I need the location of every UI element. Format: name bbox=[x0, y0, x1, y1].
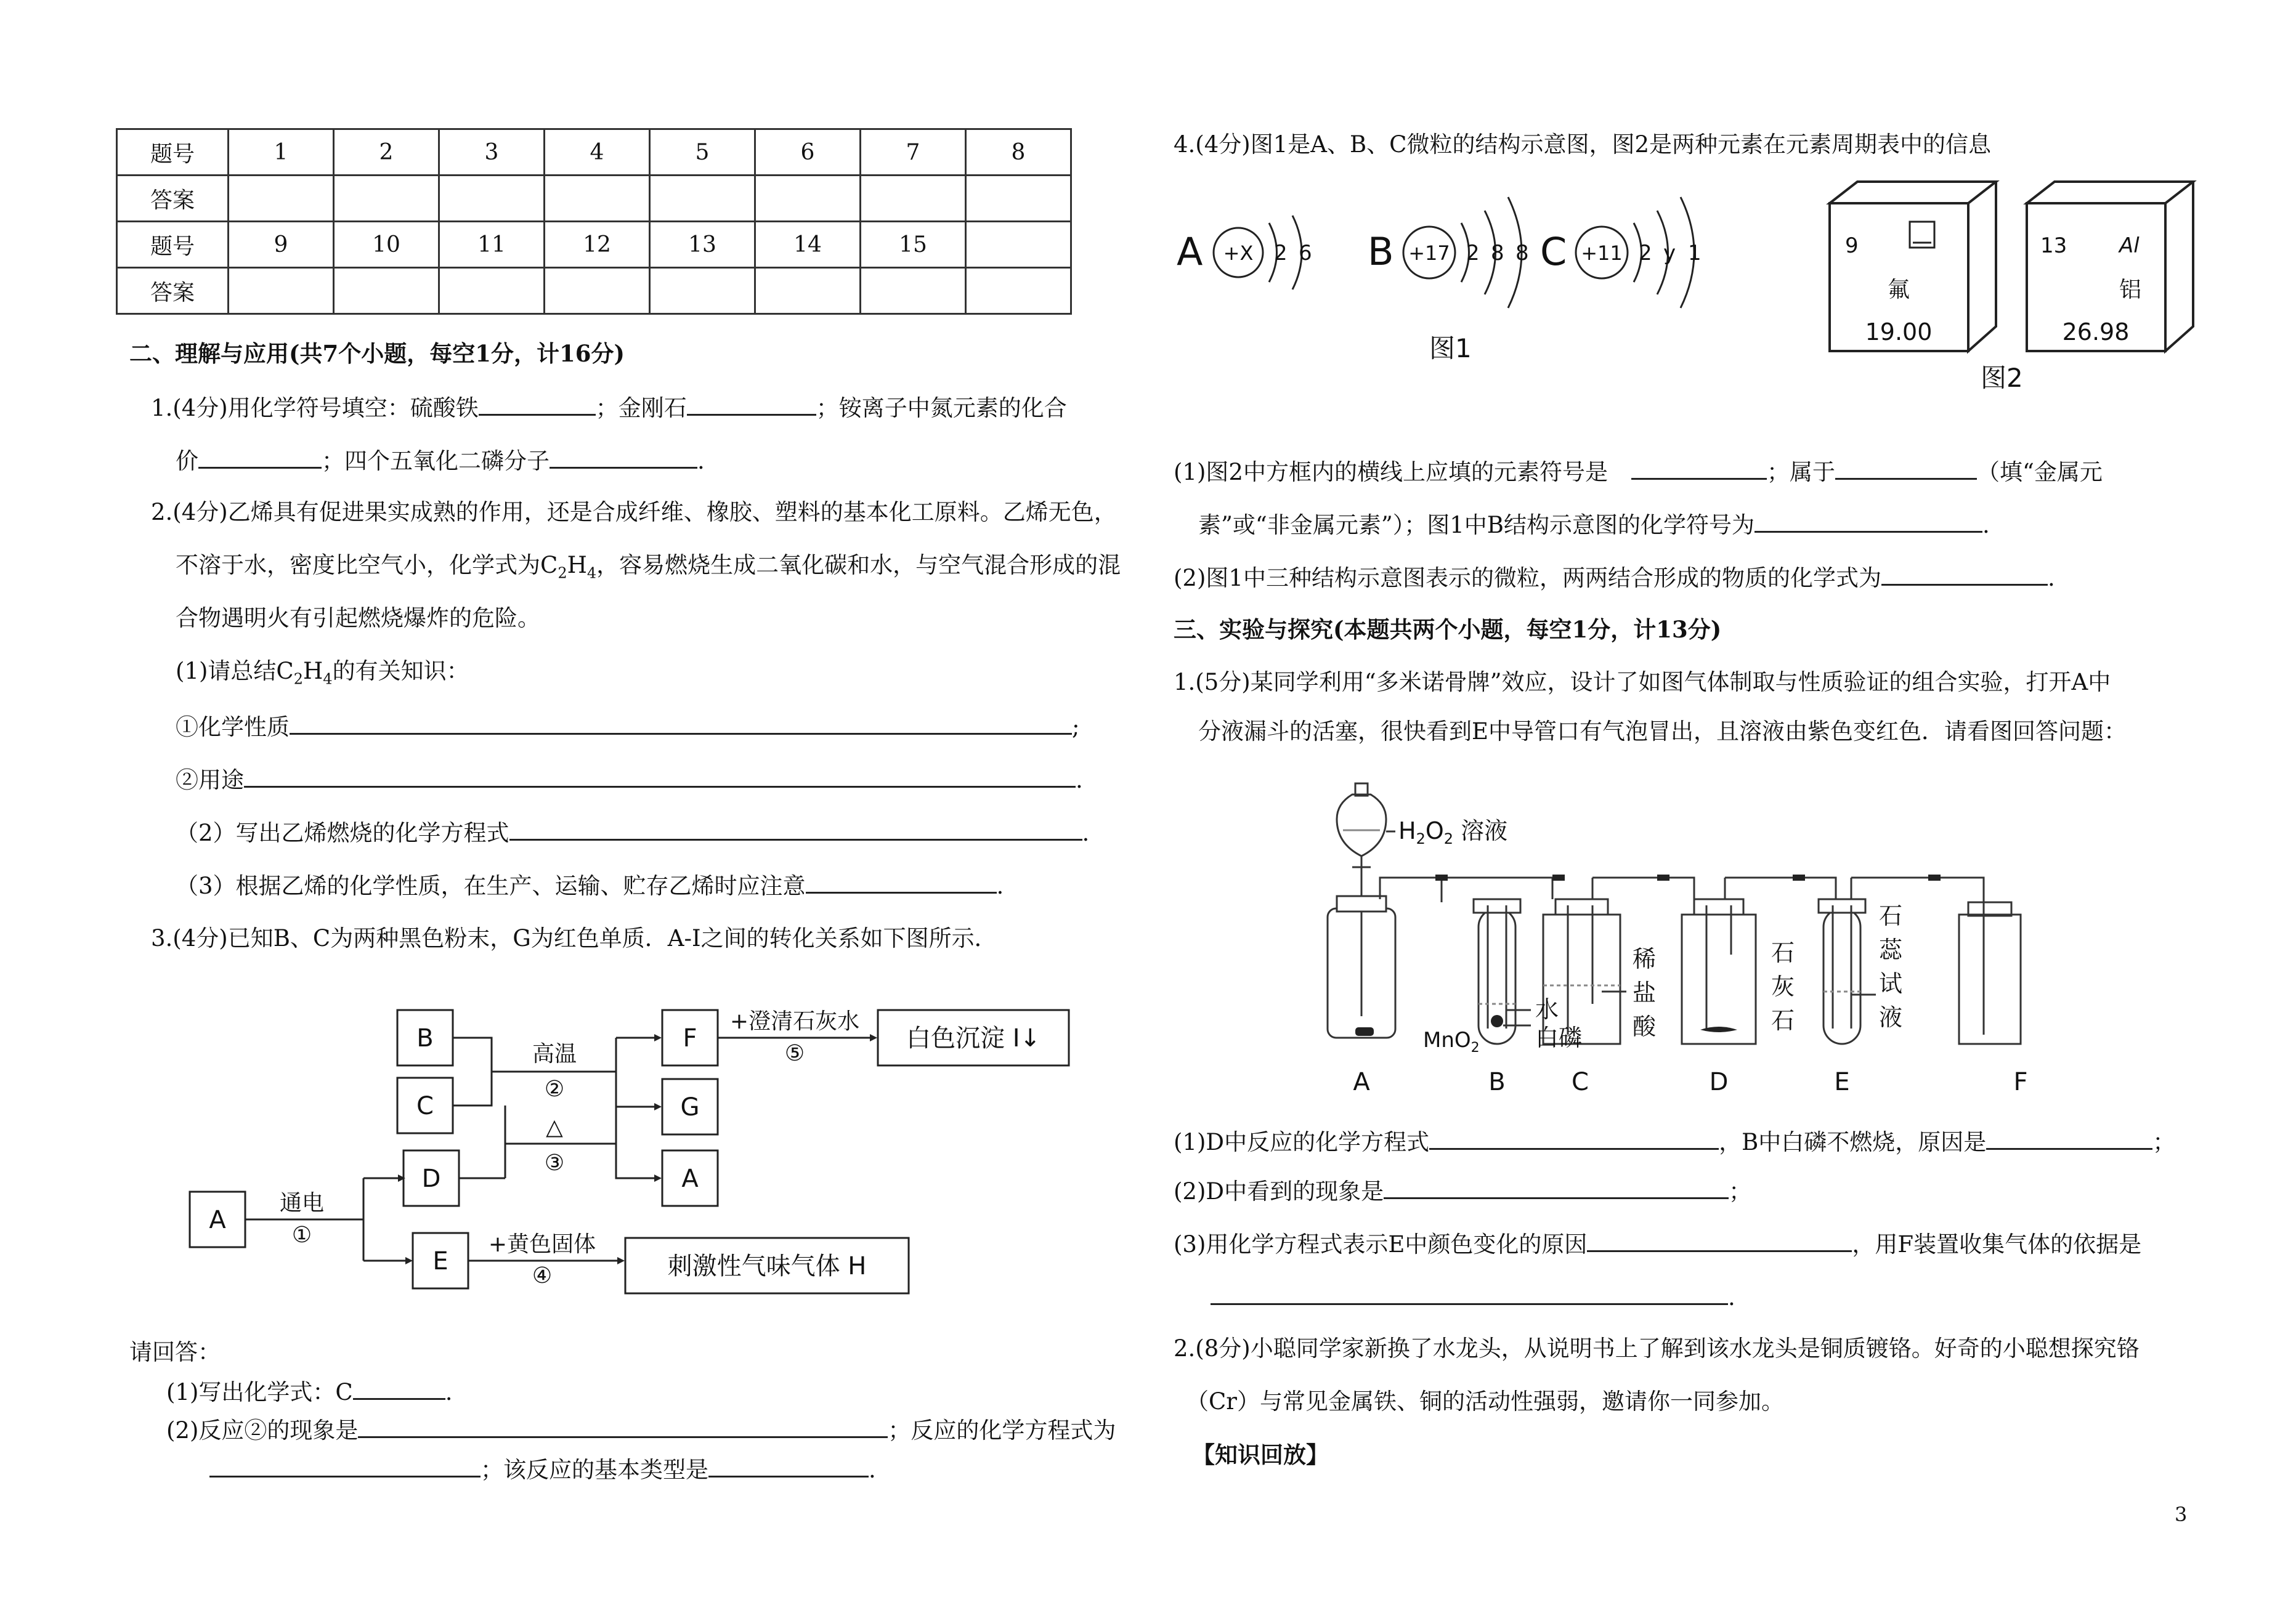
q2-2-chem-property: ①化学性质 ; bbox=[176, 712, 1079, 741]
q3-1-line2: 分液漏斗的活塞，很快看到E中导管口有气泡冒出，且溶液由紫色变红色．请看图回答问题： bbox=[1198, 718, 2127, 745]
q2-2-sub1: (1)请总结$C_2H_4$的有关知识： bbox=[176, 658, 469, 688]
table-row bbox=[117, 268, 1071, 314]
answer-cell[interactable] bbox=[439, 268, 545, 314]
q2-3-ask: 请回答： bbox=[129, 1339, 221, 1365]
q2-4-sub2: (2)图1中三种结构示意图表示的微粒，两两结合形成的物质的化学式为 . bbox=[1174, 563, 2055, 592]
label-high-temp: 高温 bbox=[532, 1041, 577, 1067]
answer-blank[interactable] bbox=[1211, 1282, 1728, 1305]
q3-1-sub1: (1)D中反应的化学方程式 ，B中白磷不燃烧，原因是 ； bbox=[1174, 1127, 2175, 1156]
q2-1-line1: 1.(4分)用化学符号填空：硫酸铁 ；金刚石 ；铵离子中氮元素的化合 bbox=[151, 393, 1067, 422]
answer-blank[interactable] bbox=[1587, 1229, 1852, 1252]
atom-a-shell-2: 6 bbox=[1299, 241, 1312, 265]
answer-cell[interactable] bbox=[229, 268, 334, 314]
table-cell: 13 bbox=[650, 222, 755, 268]
section-2-title: 二、理解与应用(共7个小题，每空1分，计16分) bbox=[129, 340, 625, 367]
table-cell: 答案 bbox=[117, 268, 229, 314]
label-reaction-1: ① bbox=[291, 1223, 312, 1248]
separatory-funnel bbox=[1337, 794, 1386, 856]
table-cell: 6 bbox=[755, 129, 861, 176]
answer-cell[interactable] bbox=[966, 268, 1071, 314]
label-h2o2-solution: $H_2O_2$ 溶液 bbox=[1398, 817, 1508, 847]
label-litmus-3: 试 bbox=[1879, 970, 1903, 997]
table-cell: 11 bbox=[439, 222, 545, 268]
answer-cell[interactable] bbox=[334, 268, 439, 314]
answer-blank[interactable] bbox=[209, 1455, 481, 1477]
q2-2-sub2: （2）写出乙烯燃烧的化学方程式 . bbox=[176, 818, 1089, 847]
label-litmus-4: 液 bbox=[1879, 1004, 1903, 1031]
atom-c-shell-3: 1 bbox=[1688, 241, 1702, 265]
answer-blank[interactable] bbox=[198, 446, 322, 469]
figure-2-caption: 图2 bbox=[1981, 363, 2023, 393]
answer-blank[interactable] bbox=[1384, 1176, 1729, 1199]
label-acid-1: 稀 bbox=[1633, 945, 1657, 972]
atom-b-nucleus: +17 bbox=[1408, 241, 1450, 265]
table-cell: 1 bbox=[229, 129, 334, 176]
label-litmus-1: 石 bbox=[1879, 902, 1903, 929]
q3-1-sub2: (2)D中看到的现象是 ； bbox=[1174, 1176, 1751, 1205]
label-limewater: +澄清石灰水 bbox=[729, 1009, 860, 1034]
atom-b-shell-2: 8 bbox=[1491, 241, 1504, 265]
label-white-phosphorus: 白磷 bbox=[1535, 1024, 1583, 1051]
element-1-mass: 19.00 bbox=[1865, 318, 1933, 346]
q3-1-sub3-line2: . bbox=[1211, 1282, 1735, 1311]
table-cell: 题号 bbox=[117, 129, 229, 176]
section-3-title: 三、实验与探究(本题共两个小题，每空1分，计13分) bbox=[1174, 616, 1722, 643]
label-reaction-2: ② bbox=[544, 1077, 565, 1102]
answer-cell[interactable] bbox=[439, 176, 545, 222]
answer-cell[interactable] bbox=[861, 268, 966, 314]
q3-1-line1: 1.(5分)某同学利用“多米诺骨牌”效应，设计了如图气体制取与性质验证的组合实验，打开A中 bbox=[1174, 669, 2111, 695]
q2-2-use: ②用途 . bbox=[176, 765, 1083, 794]
answer-cell[interactable] bbox=[861, 176, 966, 222]
answer-blank[interactable] bbox=[1835, 457, 1977, 480]
element-2-symbol: Al bbox=[2119, 233, 2140, 258]
table-row bbox=[117, 222, 1071, 268]
figure-1-caption: 图1 bbox=[1429, 333, 1472, 363]
gas-experiment-apparatus bbox=[1294, 782, 2132, 1102]
table-cell: 3 bbox=[439, 129, 545, 176]
element-2-name: 铝 bbox=[2119, 277, 2142, 302]
answer-blank[interactable] bbox=[244, 765, 1076, 788]
answer-blank[interactable] bbox=[353, 1377, 445, 1400]
q3-1-sub3: (3)用化学方程式表示E中颜色变化的原因 ，用F装置收集气体的依据是 bbox=[1174, 1229, 2141, 1258]
answer-blank[interactable] bbox=[509, 818, 1082, 841]
table-cell: 14 bbox=[755, 222, 861, 268]
label-limestone-3: 石 bbox=[1771, 1007, 1795, 1034]
node-g: G bbox=[680, 1093, 700, 1122]
answer-blank[interactable] bbox=[1429, 1127, 1719, 1150]
node-a2: A bbox=[681, 1165, 699, 1193]
atom-a-nucleus: +X bbox=[1223, 241, 1254, 265]
answer-table bbox=[116, 128, 1072, 315]
q3-2-line1: 2.(8分)小聪同学家新换了水龙头，从说明书上了解到该水龙头是铜质镀铬。好奇的小聪想探究铬 bbox=[1174, 1335, 2140, 1362]
table-cell: 12 bbox=[545, 222, 650, 268]
q2-3-sub1: (1)写出化学式：C . bbox=[166, 1377, 453, 1406]
label-heat: △ bbox=[546, 1115, 563, 1140]
element-2-mass: 26.98 bbox=[2062, 318, 2130, 346]
q2-2-sub3: （3）根据乙烯的化学性质，在生产、运输、贮存乙烯时应注意 . bbox=[176, 871, 1004, 900]
answer-blank[interactable] bbox=[806, 871, 997, 894]
periodic-table-figure bbox=[1817, 166, 2218, 400]
q3-2-knowledge-review: 【知识回放】 bbox=[1192, 1441, 1329, 1468]
answer-blank[interactable] bbox=[687, 393, 816, 416]
apparatus-label-a: A bbox=[1353, 1068, 1370, 1096]
element-1-number: 9 bbox=[1845, 233, 1859, 258]
table-cell: 8 bbox=[966, 129, 1071, 176]
table-cell bbox=[966, 222, 1071, 268]
page-number: 3 bbox=[2175, 1503, 2188, 1526]
bottle-f bbox=[1959, 915, 2021, 1044]
answer-cell[interactable] bbox=[755, 176, 861, 222]
answer-cell[interactable] bbox=[966, 176, 1071, 222]
answer-cell[interactable] bbox=[334, 176, 439, 222]
answer-cell[interactable] bbox=[650, 176, 755, 222]
conversion-flow-diagram bbox=[179, 998, 1090, 1318]
q2-2-line1: 2.(4分)乙烯具有促进果实成熟的作用，还是合成纤维、橡胶、塑料的基本化工原料。乙烯无色， bbox=[151, 499, 1117, 525]
answer-blank[interactable] bbox=[1986, 1127, 2152, 1150]
label-yellow-solid: +黄色固体 bbox=[488, 1232, 596, 1257]
label-water: 水 bbox=[1535, 996, 1559, 1023]
atom-b-shell-3: 8 bbox=[1515, 241, 1529, 265]
answer-blank[interactable] bbox=[479, 393, 596, 416]
table-cell: 2 bbox=[334, 129, 439, 176]
answer-blank[interactable] bbox=[358, 1415, 888, 1438]
table-cell: 5 bbox=[650, 129, 755, 176]
element-1-name: 氟 bbox=[1887, 277, 1910, 302]
node-gas-h: 刺激性气味气体 H bbox=[667, 1252, 867, 1280]
label-acid-2: 盐 bbox=[1633, 979, 1657, 1006]
label-reaction-3: ③ bbox=[544, 1150, 565, 1176]
tube-e bbox=[1823, 908, 1860, 1044]
label-limestone-1: 石 bbox=[1771, 939, 1795, 966]
label-electrolysis: 通电 bbox=[279, 1190, 325, 1216]
table-row bbox=[117, 176, 1071, 222]
label-litmus-2: 蕊 bbox=[1879, 936, 1903, 963]
answer-blank[interactable] bbox=[708, 1455, 869, 1477]
answer-blank[interactable] bbox=[550, 446, 697, 469]
apparatus-label-c: C bbox=[1572, 1068, 1589, 1096]
table-cell: 答案 bbox=[117, 176, 229, 222]
node-c: C bbox=[416, 1092, 434, 1120]
table-cell: 9 bbox=[229, 222, 334, 268]
atom-structure-figure bbox=[1170, 166, 1848, 370]
table-cell: 15 bbox=[861, 222, 966, 268]
q2-2-line3: 合物遇明火有引起燃烧爆炸的危险。 bbox=[176, 605, 540, 631]
q2-3-line1: 3.(4分)已知B、C为两种黑色粉末，G为红色单质．A-I之间的转化关系如下图所示． bbox=[151, 925, 997, 952]
atom-b-label: B bbox=[1368, 229, 1394, 274]
atom-b-shell-1: 2 bbox=[1466, 241, 1480, 265]
node-a: A bbox=[209, 1206, 226, 1234]
answer-cell[interactable] bbox=[650, 268, 755, 314]
atom-a-label: A bbox=[1177, 229, 1203, 274]
answer-cell[interactable] bbox=[545, 268, 650, 314]
table-row bbox=[117, 129, 1071, 176]
answer-blank[interactable] bbox=[1631, 457, 1767, 480]
q2-1-line2: 价 ；四个五氧化二磷分子 . bbox=[176, 446, 705, 475]
element-2-number: 13 bbox=[2040, 233, 2067, 258]
label-reaction-5: ⑤ bbox=[784, 1041, 805, 1066]
atom-c-shell-1: 2 bbox=[1639, 241, 1652, 265]
answer-blank[interactable] bbox=[1754, 510, 1982, 533]
q2-4-sub1-line2: 素”或“非金属元素”）；图1中B结构示意图的化学符号为 . bbox=[1198, 510, 1990, 539]
node-b: B bbox=[416, 1024, 434, 1053]
q2-2-line2: 不溶于水，密度比空气小，化学式为$C_2H_4$，容易燃烧生成二氧化碳和水，与空气混合形成的混 bbox=[176, 552, 1121, 582]
bottle-d bbox=[1682, 915, 1756, 1044]
label-acid-3: 酸 bbox=[1633, 1013, 1657, 1040]
q2-4-line: 4.(4分)图1是A、B、C微粒的结构示意图，图2是两种元素在元素周期表中的信息 bbox=[1174, 131, 1992, 158]
answer-cell[interactable] bbox=[545, 176, 650, 222]
table-cell: 题号 bbox=[117, 222, 229, 268]
node-white-precipitate: 白色沉淀 I↓ bbox=[906, 1024, 1041, 1053]
answer-cell[interactable] bbox=[755, 268, 861, 314]
atom-a-shell-1: 2 bbox=[1274, 241, 1288, 265]
q2-4-sub1-line1: (1)图2中方框内的横线上应填的元素符号是 ；属于 （填“金属元 bbox=[1174, 457, 2103, 486]
apparatus-label-f: F bbox=[2013, 1068, 2028, 1096]
q3-2-line2: （Cr）与常见金属铁、铜的活动性强弱，邀请你一同参加。 bbox=[1186, 1388, 1784, 1415]
apparatus-label-d: D bbox=[1709, 1068, 1729, 1096]
node-f: F bbox=[683, 1024, 697, 1053]
table-cell: 10 bbox=[334, 222, 439, 268]
label-reaction-4: ④ bbox=[532, 1263, 553, 1288]
apparatus-label-e: E bbox=[1834, 1068, 1850, 1096]
atom-c-shell-2: y bbox=[1663, 241, 1676, 265]
table-cell: 7 bbox=[861, 129, 966, 176]
label-mno2: MnO$_2$ bbox=[1423, 1028, 1480, 1056]
node-d: D bbox=[421, 1165, 441, 1193]
atom-c-nucleus: +11 bbox=[1581, 241, 1623, 265]
apparatus-label-b: B bbox=[1488, 1068, 1506, 1096]
answer-blank[interactable] bbox=[1881, 563, 2048, 586]
answer-blank[interactable] bbox=[290, 712, 1072, 735]
answer-cell[interactable] bbox=[229, 176, 334, 222]
table-cell: 4 bbox=[545, 129, 650, 176]
q2-3-sub2-line1: (2)反应②的现象是 ；反应的化学方程式为 bbox=[166, 1415, 1116, 1444]
label-limestone-2: 灰 bbox=[1771, 973, 1795, 1000]
node-e: E bbox=[432, 1247, 448, 1275]
atom-c-label: C bbox=[1540, 229, 1567, 274]
q2-3-sub2-line2: ；该反应的基本类型是 . bbox=[209, 1455, 876, 1484]
